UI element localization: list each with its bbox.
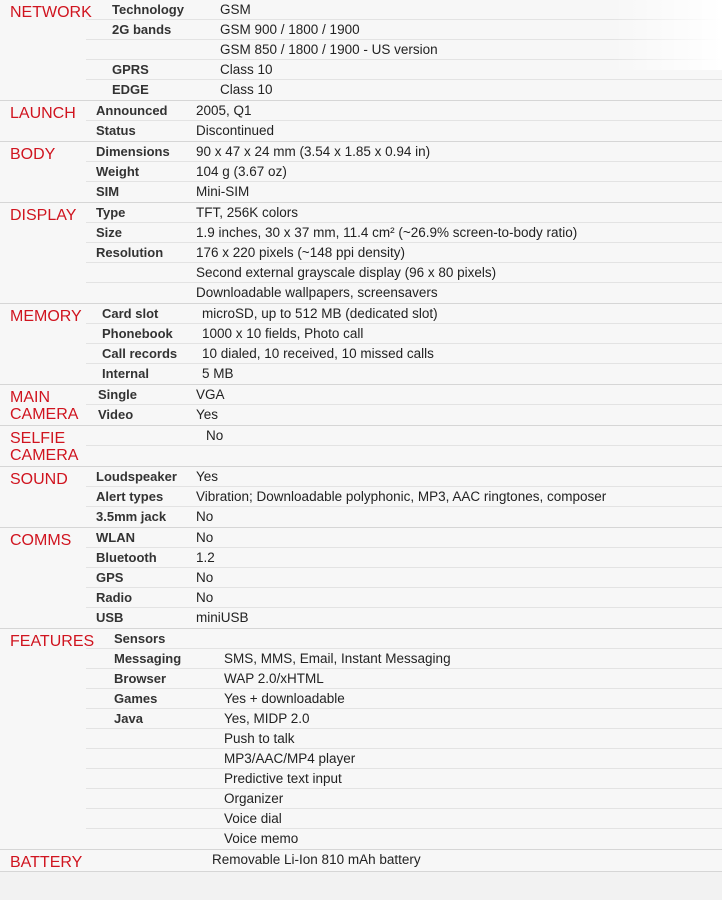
section-rows — [86, 426, 722, 466]
spec-label: Status — [96, 123, 136, 138]
spec-label — [86, 850, 212, 870]
section-rows — [86, 467, 722, 527]
spec-section — [0, 385, 722, 426]
section-rows — [86, 203, 722, 303]
spec-label: Java — [114, 711, 143, 726]
spec-label — [86, 789, 224, 808]
spec-value: Vibration; Downloadable polyphonic, MP3, AAC ringtones, composer — [196, 489, 607, 504]
spec-section — [0, 850, 722, 872]
spec-value: 1.9 inches, 30 x 37 mm, 11.4 cm² (~26.9% screen-to-body ratio) — [196, 225, 578, 240]
spec-value: 104 g (3.67 oz) — [196, 164, 287, 179]
spec-label: Announced — [96, 103, 168, 118]
spec-row — [86, 426, 722, 446]
spec-label — [86, 809, 224, 828]
spec-row — [86, 446, 722, 466]
spec-label: 2G bands — [112, 22, 172, 37]
section-rows — [86, 142, 722, 202]
spec-value: Predictive text input — [224, 771, 342, 786]
spec-row — [86, 829, 722, 849]
section-title: MEMORY — [10, 308, 82, 325]
spec-row — [86, 203, 722, 223]
spec-row — [86, 344, 722, 364]
spec-section — [0, 0, 722, 101]
section-rows — [86, 850, 722, 871]
spec-value: Removable Li-Ion 810 mAh battery — [212, 852, 421, 867]
spec-row — [86, 142, 722, 162]
section-rows — [86, 101, 722, 141]
spec-row — [86, 20, 722, 40]
spec-value: TFT, 256K colors — [196, 205, 299, 220]
spec-value: No — [206, 428, 224, 443]
spec-label: Radio — [96, 590, 133, 605]
section-title: BODY — [10, 146, 56, 163]
spec-value: No — [196, 530, 214, 545]
spec-label: Video — [98, 407, 134, 422]
spec-value: Mini-SIM — [196, 184, 250, 199]
spec-label: Technology — [112, 2, 184, 17]
spec-label — [86, 263, 196, 282]
spec-row — [86, 629, 722, 649]
spec-value: No — [196, 570, 214, 585]
spec-label — [86, 749, 224, 768]
spec-label: EDGE — [112, 82, 149, 97]
spec-row — [86, 850, 722, 870]
spec-row — [86, 223, 722, 243]
spec-row — [86, 769, 722, 789]
spec-value: GSM — [220, 2, 251, 17]
spec-label: Resolution — [96, 245, 164, 260]
section-title: LAUNCH — [10, 105, 76, 122]
spec-label: Single — [98, 387, 138, 402]
spec-row — [86, 608, 722, 628]
spec-row — [86, 548, 722, 568]
spec-row — [86, 182, 722, 202]
spec-label: Sensors — [114, 631, 166, 646]
spec-row — [86, 749, 722, 769]
spec-section — [0, 467, 722, 528]
spec-section — [0, 629, 722, 850]
spec-section — [0, 142, 722, 203]
spec-value: microSD, up to 512 MB (dedicated slot) — [202, 306, 438, 321]
spec-section — [0, 304, 722, 385]
spec-value: Voice memo — [224, 831, 299, 846]
spec-section — [0, 528, 722, 629]
spec-value: 2005, Q1 — [196, 103, 252, 118]
spec-value: Push to talk — [224, 731, 295, 746]
spec-row — [86, 649, 722, 669]
section-title: DISPLAY — [10, 207, 77, 224]
spec-section — [0, 203, 722, 304]
spec-row — [86, 528, 722, 548]
spec-label: GPS — [96, 570, 124, 585]
spec-row — [86, 405, 722, 425]
spec-value: Yes + downloadable — [224, 691, 345, 706]
spec-label: USB — [96, 610, 124, 625]
spec-label: Weight — [96, 164, 140, 179]
spec-value: Class 10 — [220, 62, 273, 77]
spec-label: GPRS — [112, 62, 149, 77]
spec-label: Internal — [102, 366, 149, 381]
spec-label — [86, 729, 224, 748]
spec-label: Call records — [102, 346, 178, 361]
spec-section — [0, 101, 722, 142]
spec-value — [224, 629, 722, 648]
spec-row — [86, 689, 722, 709]
spec-value: SMS, MMS, Email, Instant Messaging — [224, 651, 451, 666]
section-title: SELFIE CAMERA — [10, 430, 79, 464]
spec-row — [86, 162, 722, 182]
section-rows — [86, 528, 722, 628]
spec-row — [86, 80, 722, 100]
spec-label: Browser — [114, 671, 167, 686]
spec-value: 176 x 220 pixels (~148 ppi density) — [196, 245, 406, 260]
spec-row — [86, 121, 722, 141]
spec-row — [86, 304, 722, 324]
spec-label: Dimensions — [96, 144, 170, 159]
section-title: FEATURES — [10, 633, 95, 650]
spec-label: WLAN — [96, 530, 135, 545]
spec-value: Class 10 — [220, 82, 273, 97]
section-rows — [86, 0, 722, 100]
spec-value: VGA — [196, 387, 225, 402]
spec-section — [0, 426, 722, 467]
spec-value: Organizer — [224, 791, 284, 806]
spec-row — [86, 101, 722, 121]
spec-value — [206, 446, 722, 466]
spec-value: Downloadable wallpapers, screensavers — [196, 285, 438, 300]
spec-value: Discontinued — [196, 123, 275, 138]
spec-label: Type — [96, 205, 126, 220]
section-rows — [86, 304, 722, 384]
spec-label: Bluetooth — [96, 550, 157, 565]
spec-value: GSM 900 / 1800 / 1900 — [220, 22, 360, 37]
spec-value: 90 x 47 x 24 mm (3.54 x 1.85 x 0.94 in) — [196, 144, 431, 159]
spec-label: Messaging — [114, 651, 182, 666]
spec-label: Size — [96, 225, 123, 240]
spec-row — [86, 588, 722, 608]
spec-label — [86, 446, 206, 466]
spec-row — [86, 283, 722, 303]
spec-label — [86, 769, 224, 788]
spec-label: SIM — [96, 184, 120, 199]
spec-value: 1000 x 10 fields, Photo call — [202, 326, 364, 341]
spec-label — [86, 283, 196, 303]
spec-value: No — [196, 590, 214, 605]
spec-row — [86, 709, 722, 729]
spec-row — [86, 467, 722, 487]
spec-value: MP3/AAC/MP4 player — [224, 751, 356, 766]
spec-label — [86, 426, 206, 445]
spec-row — [86, 729, 722, 749]
spec-value: Yes, MIDP 2.0 — [224, 711, 310, 726]
spec-row — [86, 385, 722, 405]
spec-label — [86, 829, 224, 849]
spec-row — [86, 487, 722, 507]
spec-label: Games — [114, 691, 158, 706]
spec-value: No — [196, 509, 214, 524]
spec-row — [86, 669, 722, 689]
spec-value: GSM 850 / 1800 / 1900 - US version — [220, 42, 438, 57]
spec-label — [86, 40, 220, 59]
spec-row — [86, 324, 722, 344]
spec-row — [86, 40, 722, 60]
spec-row — [86, 243, 722, 263]
spec-row — [86, 263, 722, 283]
spec-value: WAP 2.0/xHTML — [224, 671, 324, 686]
spec-row — [86, 789, 722, 809]
section-title: MAIN CAMERA — [10, 389, 79, 423]
section-title: SOUND — [10, 471, 68, 488]
spec-row — [86, 507, 722, 527]
spec-row — [86, 60, 722, 80]
section-title: COMMS — [10, 532, 72, 549]
spec-value: 10 dialed, 10 received, 10 missed calls — [202, 346, 434, 361]
spec-row — [86, 0, 722, 20]
section-rows — [86, 629, 722, 849]
section-rows — [86, 385, 722, 425]
section-title: NETWORK — [10, 4, 92, 21]
spec-row — [86, 364, 722, 384]
spec-value: Yes — [196, 469, 219, 484]
spec-row — [86, 568, 722, 588]
spec-label: Phonebook — [102, 326, 173, 341]
spec-label: Loudspeaker — [96, 469, 177, 484]
spec-value: Voice dial — [224, 811, 282, 826]
spec-value: 1.2 — [196, 550, 215, 565]
spec-row — [86, 809, 722, 829]
spec-value: 5 MB — [202, 366, 234, 381]
spec-value: Second external grayscale display (96 x 80 pixels) — [196, 265, 497, 280]
spec-value: miniUSB — [196, 610, 249, 625]
spec-label: Card slot — [102, 306, 159, 321]
section-title: BATTERY — [10, 854, 83, 871]
spec-value: Yes — [196, 407, 219, 422]
spec-label: 3.5mm jack — [96, 509, 167, 524]
spec-label: Alert types — [96, 489, 164, 504]
